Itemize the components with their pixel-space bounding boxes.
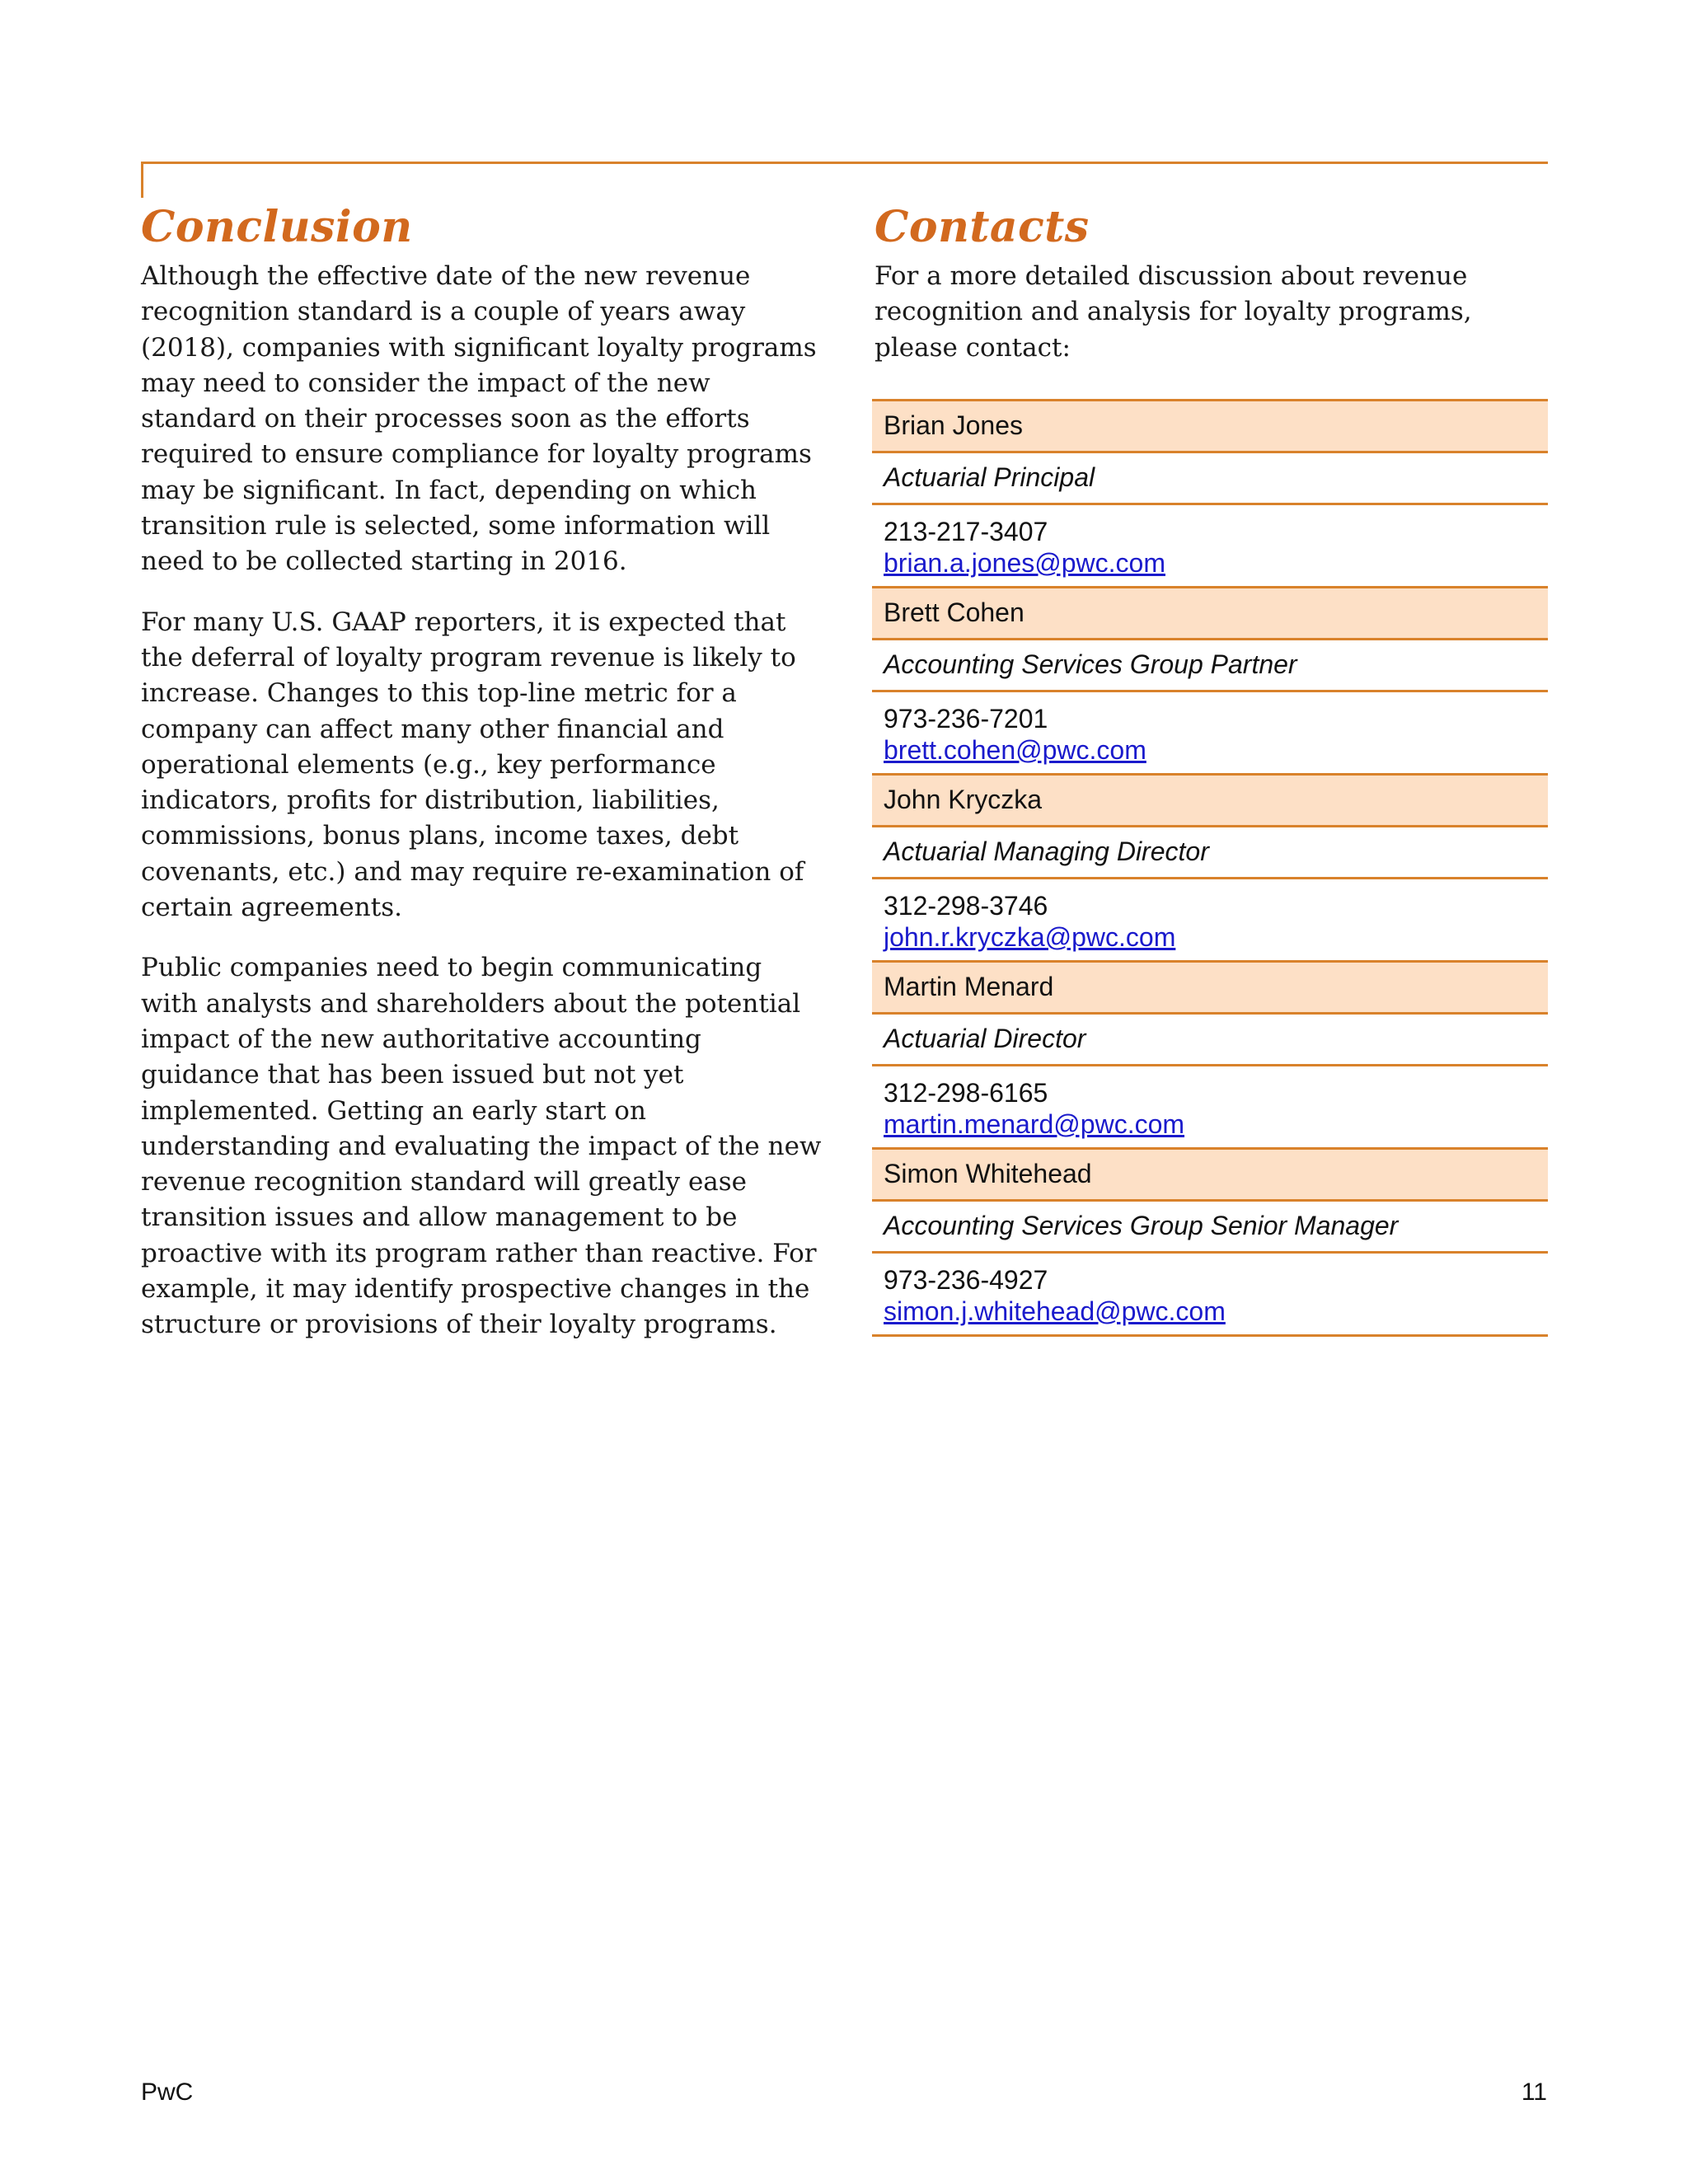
contact-info [872, 1254, 1548, 1337]
contact-phone: 973-236-7201 [884, 704, 1048, 733]
contact-name: Brett Cohen [872, 588, 1548, 640]
contact-title: Accounting Services Group Senior Manager [872, 1202, 1548, 1254]
contact-name: Brian Jones [872, 401, 1548, 453]
conclusion-paragraph: Public companies need to begin communicating with analysts and shareholders about the potential impact of the new authoritative accounting guidance that has been issued but not yet implemented. Getting an early start on understanding and evaluating the impact of the new revenue recognition standard will greatly ease transition issues and allow management to be proactive with its program rather than reactive. For example, it may identify prospective changes in the structure or provisions of their loyalty programs. [141, 953, 822, 1340]
contacts-section [874, 198, 1548, 366]
contacts-heading: Contacts [874, 202, 1090, 252]
contact-phone: 312-298-6165 [884, 1078, 1048, 1108]
contact-name: John Kryczka [872, 776, 1548, 827]
contact-info [872, 692, 1548, 776]
contact-title: Actuarial Managing Director [872, 827, 1548, 879]
conclusion-paragraph: Although the effective date of the new revenue recognition standard is a couple of years away (2018), companies with significant loyalty programs may need to consider the impact of the new standard on their processes soon as the efforts required to ensure compliance for loyalty programs may be significant. In fact, depending on which transition rule is selected, some information will need to be collected starting in 2016. [141, 261, 817, 577]
contact-title: Actuarial Director [872, 1015, 1548, 1066]
conclusion-paragraph: For many U.S. GAAP reporters, it is expected that the deferral of loyalty program revenue is likely to increase. Changes to this top-line metric for a company can affect many other financial and operational elements (e.g., key performance indicators, profits for distribution, liabilities, commissions, bonus plans, income taxes, debt covenants, etc.) and may require re-examination of certain agreements. [141, 607, 804, 923]
contact-name: Martin Menard [872, 963, 1548, 1015]
header-rule [141, 162, 1548, 164]
contact-email-link[interactable]: brian.a.jones@pwc.com [884, 548, 1165, 578]
contact-info [872, 1066, 1548, 1150]
contact-title: Actuarial Principal [872, 453, 1548, 505]
contact-phone: 213-217-3407 [884, 517, 1048, 546]
contact-info [872, 879, 1548, 963]
contact-phone: 312-298-3746 [884, 891, 1048, 921]
contact-email-link[interactable]: martin.menard@pwc.com [884, 1109, 1185, 1139]
conclusion-body [141, 259, 825, 1343]
header-rule-tick [141, 162, 143, 198]
footer-brand: PwC [141, 2079, 194, 2106]
contact-email-link[interactable]: john.r.kryczka@pwc.com [884, 922, 1176, 952]
contact-phone: 973-236-4927 [884, 1265, 1048, 1295]
conclusion-section [141, 198, 825, 1368]
contact-email-link[interactable]: brett.cohen@pwc.com [884, 735, 1146, 765]
contact-info [872, 505, 1548, 588]
contact-title: Accounting Services Group Partner [872, 640, 1548, 692]
page-number: 11 [1521, 2079, 1547, 2106]
contacts-intro: For a more detailed discussion about revenue recognition and analysis for loyalty programs, please contact: [874, 261, 1472, 363]
contact-name: Simon Whitehead [872, 1150, 1548, 1202]
conclusion-heading: Conclusion [141, 202, 413, 252]
contacts-table [872, 399, 1548, 1337]
contact-email-link[interactable]: simon.j.whitehead@pwc.com [884, 1296, 1226, 1326]
